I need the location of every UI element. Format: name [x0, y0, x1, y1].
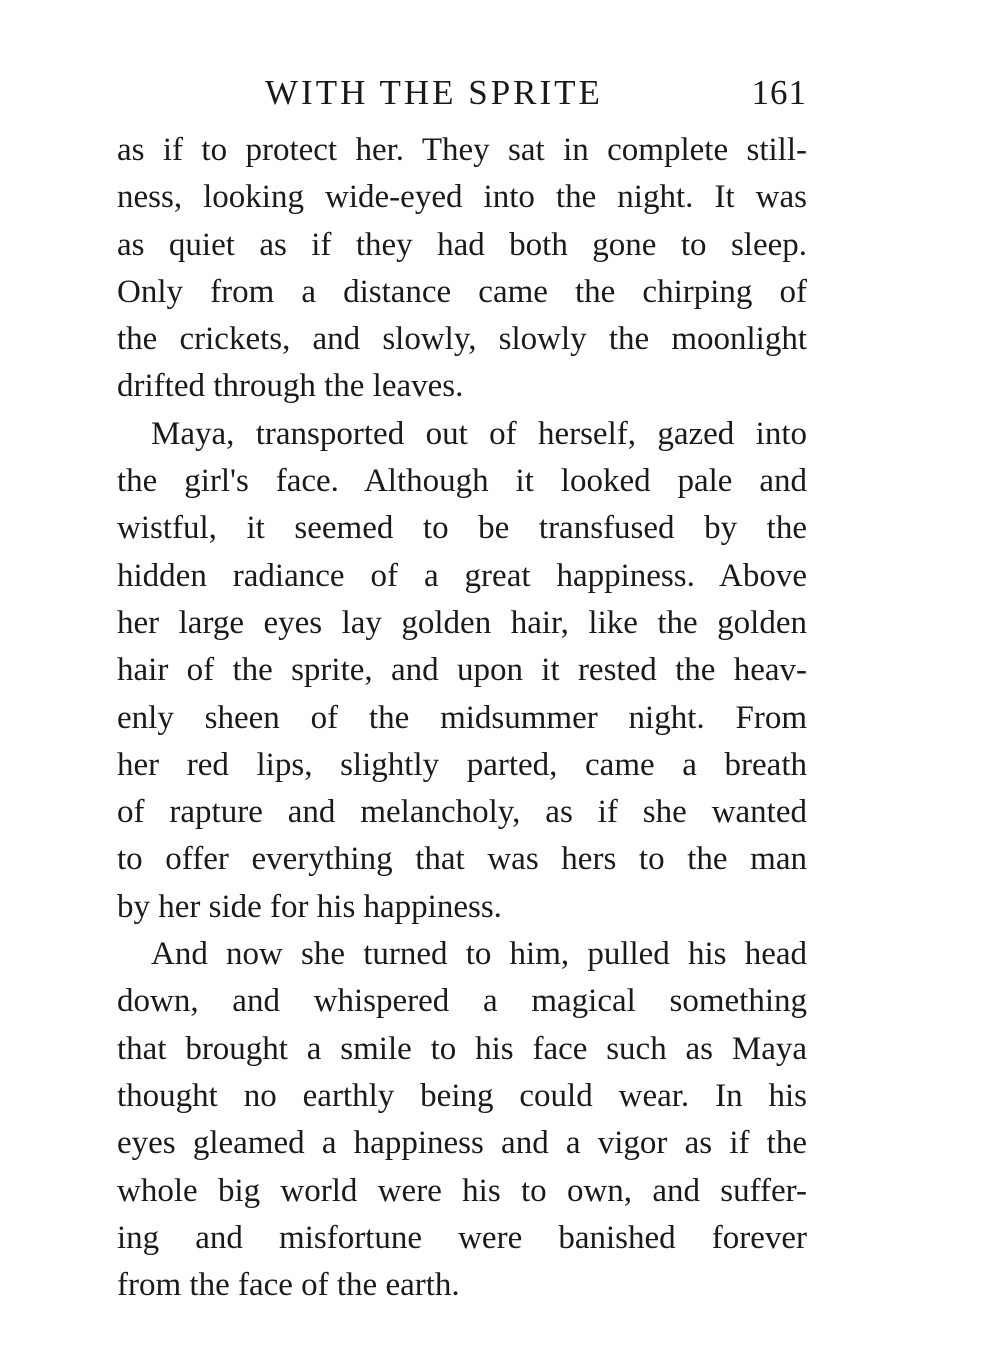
text-line: wistful, it seemed to be transfused by the [117, 510, 807, 547]
text-line: down, and whispered a magical something [117, 983, 807, 1020]
text-line: hair of the sprite, and upon it rested the heav- [117, 652, 807, 689]
text-line: ing and misfortune were banished forever [117, 1219, 807, 1256]
text-line: ness, looking wide-eyed into the night. It was [117, 179, 807, 216]
paragraph [117, 411, 807, 931]
text-line: as quiet as if they had both gone to sleep. [117, 226, 807, 263]
text-line: the crickets, and slowly, slowly the moonlight [117, 321, 807, 358]
text-line: enly sheen of the midsummer night. From [117, 699, 807, 736]
text-line: her red lips, slightly parted, came a breath [117, 746, 807, 783]
text-line: Only from a distance came the chirping of [117, 273, 807, 310]
text-line: And now she turned to him, pulled his head [151, 936, 807, 973]
text-line: her large eyes lay golden hair, like the golden [117, 604, 807, 641]
text-line: to offer everything that was hers to the man [117, 841, 807, 878]
text-line: Maya, transported out of herself, gazed into [151, 415, 807, 452]
text-line: by her side for his happiness. [117, 888, 502, 925]
text-line: eyes gleamed a happiness and a vigor as if the [117, 1125, 807, 1162]
body-text [117, 127, 807, 1309]
running-title: WITH THE SPRITE [265, 73, 603, 112]
paragraph [117, 127, 807, 411]
text-line: of rapture and melancholy, as if she wanted [117, 794, 807, 831]
text-line: hidden radiance of a great happiness. Above [117, 557, 807, 594]
text-line: drifted through the leaves. [117, 368, 464, 405]
running-head [0, 70, 1000, 116]
text-line: that brought a smile to his face such as Maya [117, 1030, 807, 1067]
text-line: from the face of the earth. [117, 1267, 460, 1304]
paragraph [117, 931, 807, 1309]
text-line: whole big world were his to own, and suffer- [117, 1172, 807, 1209]
text-line: thought no earthly being could wear. In his [117, 1077, 807, 1114]
text-line: as if to protect her. They sat in complete still- [117, 132, 807, 168]
page-number: 161 [751, 73, 807, 112]
text-line: the girl's face. Although it looked pale and [117, 463, 807, 500]
